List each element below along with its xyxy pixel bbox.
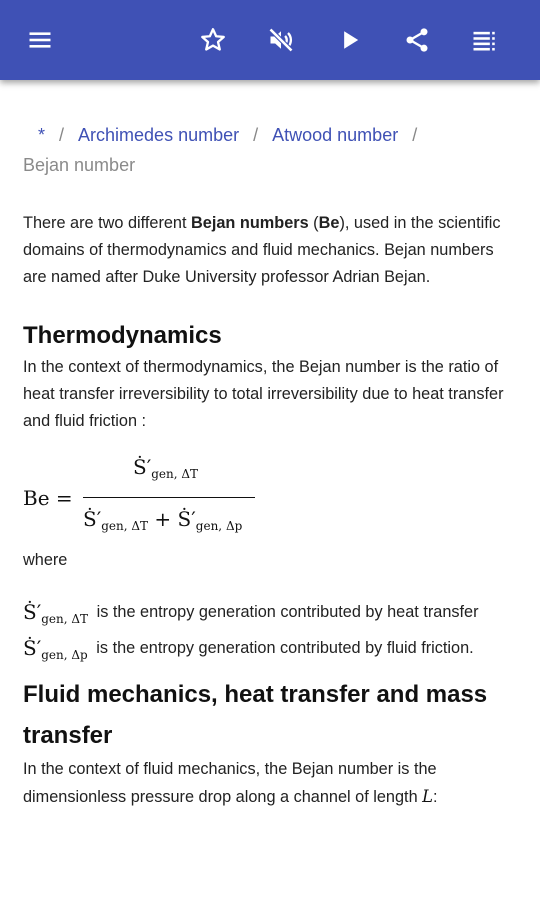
definition-symbol: [23, 600, 88, 624]
intro-text: (: [308, 214, 319, 232]
intro-text: There are two different: [23, 214, 192, 232]
thermodynamics-paragraph: In the context of thermodynamics, the Bejan number is the ratio of heat transfer irreversibility to total irreversibility due to heat transfer and fluid friction :: [23, 358, 504, 430]
equation-lhs: Be =: [23, 486, 73, 510]
app-toolbar: [0, 0, 540, 80]
breadcrumb-separator: /: [253, 125, 259, 145]
definition-symbol: [23, 636, 88, 660]
breadcrumb-link-atwood[interactable]: Atwood number: [272, 125, 399, 145]
intro-text: ), used in the scientific domains of thermodynamics and fluid mechanics. Bejan numbers are named after Duke University professor Adrian Bejan.: [23, 214, 501, 286]
article-content: [23, 120, 517, 811]
symbol-subscript: gen, Δp: [41, 648, 88, 662]
mute-button[interactable]: [261, 20, 301, 60]
denominator-subscript-a: gen, ΔT: [101, 519, 149, 533]
contents-button[interactable]: [464, 20, 504, 60]
fluid-mechanics-paragraph: [23, 756, 517, 811]
definition-text: is the entropy generation contributed by fluid friction.: [96, 639, 474, 657]
definition-text: is the entropy generation contributed by heat transfer: [96, 603, 479, 621]
fluid-text: In the context of fluid mechanics, the Bejan number is the dimensionless pressure drop along a channel of length: [23, 760, 437, 806]
share-icon: [403, 26, 431, 54]
symbol-main: Ṡ′: [23, 636, 42, 660]
favorite-button[interactable]: [193, 20, 233, 60]
definition-heat-transfer: [23, 596, 517, 632]
definition-fluid-friction: [23, 632, 517, 668]
bejan-numbers-bold: Bejan numbers: [191, 214, 309, 232]
be-abbr-bold: Be: [318, 214, 340, 232]
denominator-subscript-b: gen, Δp: [195, 519, 243, 533]
menu-button[interactable]: [20, 20, 60, 60]
breadcrumb: [23, 120, 517, 180]
fluid-text-end: :: [432, 788, 438, 806]
numerator-symbol: Ṡ′: [133, 455, 152, 479]
equation-denominator: [83, 507, 242, 533]
breadcrumb-separator: /: [412, 125, 418, 145]
breadcrumb-link-root[interactable]: *: [38, 125, 46, 145]
plus-sign: +: [154, 507, 172, 531]
length-variable: L: [422, 787, 433, 806]
breadcrumb-current: Bejan number: [23, 155, 136, 175]
bejan-equation: [23, 453, 517, 553]
mute-icon: [267, 26, 295, 54]
symbol-subscript: gen, ΔT: [41, 612, 89, 626]
share-button[interactable]: [397, 20, 437, 60]
section-heading-fluid-mechanics: Fluid mechanics, heat transfer and mass transfer: [23, 681, 488, 749]
menu-icon: [26, 26, 54, 54]
denominator-symbol-a: Ṡ′: [83, 507, 102, 531]
breadcrumb-link-archimedes[interactable]: Archimedes number: [78, 125, 240, 145]
breadcrumb-separator: /: [59, 125, 65, 145]
fraction-line: [83, 497, 255, 498]
where-label: where: [23, 551, 68, 569]
play-button[interactable]: [330, 20, 370, 60]
list-icon: [470, 26, 498, 54]
equation-numerator: [133, 455, 198, 481]
numerator-subscript: gen, ΔT: [151, 467, 199, 481]
denominator-symbol-b: Ṡ′: [177, 507, 196, 531]
star-icon: [199, 26, 227, 54]
intro-paragraph: [23, 210, 517, 291]
symbol-main: Ṡ′: [23, 600, 42, 624]
section-heading-thermodynamics: Thermodynamics: [23, 322, 222, 349]
play-icon: [336, 26, 364, 54]
